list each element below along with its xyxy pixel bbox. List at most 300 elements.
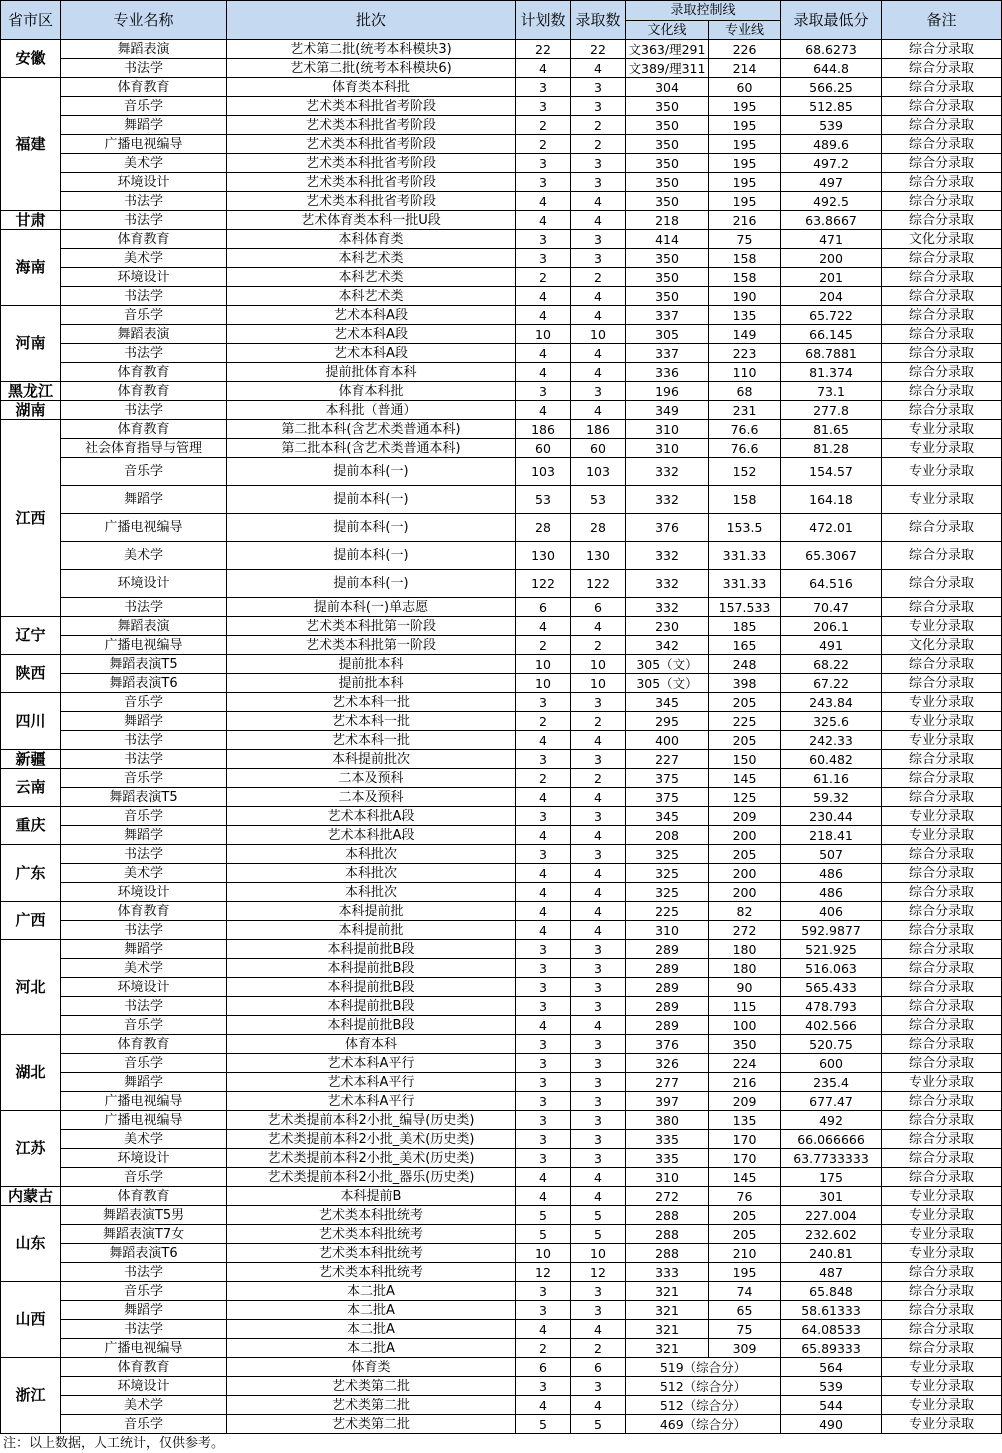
table-row [1, 542, 1002, 570]
remark-cell: 专业分录取 [882, 439, 1002, 458]
remark-cell: 综合分录取 [882, 173, 1002, 192]
admitted-cell: 3 [571, 807, 626, 826]
header-pro-line: 专业线 [709, 21, 781, 40]
pro-line-cell: 76.6 [709, 439, 781, 458]
remark-cell: 综合分录取 [882, 1320, 1002, 1339]
pro-line-cell: 152 [709, 458, 781, 486]
min-score-cell: 490 [781, 1415, 882, 1434]
culture-line-cell: 321 [626, 1339, 709, 1358]
admitted-cell: 4 [571, 1016, 626, 1035]
major-cell: 书法学 [61, 59, 227, 78]
batch-cell: 本科批次 [227, 883, 516, 902]
table-row [1, 570, 1002, 598]
culture-line-cell: 321 [626, 1282, 709, 1301]
plan-cell: 3 [516, 1149, 571, 1168]
remark-cell: 综合分录取 [882, 192, 1002, 211]
min-score-cell: 487 [781, 1263, 882, 1282]
pro-line-cell: 350 [709, 1035, 781, 1054]
admitted-cell: 186 [571, 420, 626, 439]
batch-cell: 提前本科(一) [227, 514, 516, 542]
admitted-cell: 3 [571, 1282, 626, 1301]
table-row [1, 940, 1002, 959]
pro-line-cell: 205 [709, 1206, 781, 1225]
plan-cell: 186 [516, 420, 571, 439]
culture-line-cell: 350 [626, 173, 709, 192]
plan-cell: 4 [516, 306, 571, 325]
min-score-cell: 492 [781, 1111, 882, 1130]
admitted-cell: 3 [571, 230, 626, 249]
plan-cell: 3 [516, 1111, 571, 1130]
plan-cell: 4 [516, 1187, 571, 1206]
min-score-cell: 60.482 [781, 750, 882, 769]
major-cell: 环境设计 [61, 1149, 227, 1168]
batch-cell: 艺术类提前本科2小批_美术(历史类) [227, 1130, 516, 1149]
province-cell: 云南 [1, 769, 61, 807]
remark-cell: 综合分录取 [882, 78, 1002, 97]
header-min-score: 录取最低分 [781, 1, 882, 40]
major-cell: 书法学 [61, 344, 227, 363]
culture-line-cell: 326 [626, 1054, 709, 1073]
admitted-cell: 4 [571, 1187, 626, 1206]
min-score-cell: 565.433 [781, 978, 882, 997]
table-row [1, 902, 1002, 921]
min-score-cell: 544 [781, 1396, 882, 1415]
pro-line-cell: 195 [709, 154, 781, 173]
remark-cell: 综合分录取 [882, 40, 1002, 59]
table-row [1, 192, 1002, 211]
plan-cell: 4 [516, 731, 571, 750]
table-row [1, 769, 1002, 788]
major-cell: 音乐学 [61, 807, 227, 826]
pro-line-cell: 205 [709, 845, 781, 864]
admitted-cell: 4 [571, 363, 626, 382]
admitted-cell: 4 [571, 1320, 626, 1339]
batch-cell: 提前本科(一) [227, 486, 516, 514]
pro-line-cell: 145 [709, 1168, 781, 1187]
admitted-cell: 4 [571, 401, 626, 420]
plan-cell: 10 [516, 325, 571, 344]
batch-cell: 艺术类提前本科2小批_编导(历史类) [227, 1111, 516, 1130]
min-score-cell: 204 [781, 287, 882, 306]
remark-cell: 综合分录取 [882, 921, 1002, 940]
admitted-cell: 4 [571, 59, 626, 78]
table-row [1, 731, 1002, 750]
batch-cell: 体育类 [227, 1358, 516, 1377]
major-cell: 舞蹈表演T6 [61, 674, 227, 693]
min-score-cell: 65.89333 [781, 1339, 882, 1358]
culture-line-cell: 375 [626, 769, 709, 788]
plan-cell: 2 [516, 712, 571, 731]
plan-cell: 10 [516, 674, 571, 693]
major-cell: 书法学 [61, 997, 227, 1016]
batch-cell: 本二批A [227, 1339, 516, 1358]
admitted-cell: 4 [571, 287, 626, 306]
plan-cell: 4 [516, 1320, 571, 1339]
major-cell: 美术学 [61, 1130, 227, 1149]
major-cell: 音乐学 [61, 1415, 227, 1434]
min-score-cell: 325.6 [781, 712, 882, 731]
major-cell: 书法学 [61, 1263, 227, 1282]
province-cell: 江西 [1, 420, 61, 617]
batch-cell: 艺术类本科批统考 [227, 1263, 516, 1282]
remark-cell: 综合分录取 [882, 655, 1002, 674]
culture-line-cell: 文389/理311 [626, 59, 709, 78]
min-score-cell: 243.84 [781, 693, 882, 712]
batch-cell: 本科提前批次 [227, 750, 516, 769]
pro-line-cell: 149 [709, 325, 781, 344]
remark-cell: 综合分录取 [882, 788, 1002, 807]
admitted-cell: 3 [571, 1073, 626, 1092]
remark-cell: 综合分录取 [882, 306, 1002, 325]
major-cell: 体育教育 [61, 1035, 227, 1054]
table-row [1, 1092, 1002, 1111]
admitted-cell: 2 [571, 1339, 626, 1358]
admitted-cell: 4 [571, 192, 626, 211]
admitted-cell: 5 [571, 1225, 626, 1244]
remark-cell: 综合分录取 [882, 363, 1002, 382]
table-row [1, 401, 1002, 420]
batch-cell: 本科提前批B段 [227, 1016, 516, 1035]
min-score-cell: 58.61333 [781, 1301, 882, 1320]
min-score-cell: 486 [781, 883, 882, 902]
plan-cell: 130 [516, 542, 571, 570]
table-row [1, 959, 1002, 978]
batch-cell: 体育本科 [227, 1035, 516, 1054]
province-cell: 陕西 [1, 655, 61, 693]
culture-line-cell: 350 [626, 116, 709, 135]
pro-line-cell: 135 [709, 306, 781, 325]
major-cell: 环境设计 [61, 570, 227, 598]
major-cell: 舞蹈表演T7女 [61, 1225, 227, 1244]
min-score-cell: 70.47 [781, 598, 882, 617]
remark-cell: 专业分录取 [882, 486, 1002, 514]
admitted-cell: 2 [571, 116, 626, 135]
pro-line-cell: 65 [709, 1301, 781, 1320]
major-cell: 书法学 [61, 598, 227, 617]
plan-cell: 3 [516, 997, 571, 1016]
culture-line-cell: 350 [626, 97, 709, 116]
major-cell: 舞蹈学 [61, 116, 227, 135]
pro-line-cell: 185 [709, 617, 781, 636]
table-row [1, 1054, 1002, 1073]
table-row [1, 439, 1002, 458]
pro-line-cell: 195 [709, 135, 781, 154]
major-cell: 广播电视编导 [61, 1339, 227, 1358]
major-cell: 环境设计 [61, 1377, 227, 1396]
province-cell: 湖北 [1, 1035, 61, 1111]
remark-cell: 综合分录取 [882, 845, 1002, 864]
pro-line-cell: 195 [709, 173, 781, 192]
culture-line-cell: 288 [626, 1206, 709, 1225]
batch-cell: 提前本科(一) [227, 570, 516, 598]
remark-cell: 综合分录取 [882, 401, 1002, 420]
batch-cell: 艺术类本科批省考阶段 [227, 173, 516, 192]
province-cell: 福建 [1, 78, 61, 211]
min-score-cell: 301 [781, 1187, 882, 1206]
min-score-cell: 64.516 [781, 570, 882, 598]
table-row [1, 788, 1002, 807]
major-cell: 体育教育 [61, 382, 227, 401]
remark-cell: 综合分录取 [882, 1111, 1002, 1130]
plan-cell: 3 [516, 249, 571, 268]
admitted-cell: 4 [571, 731, 626, 750]
pro-line-cell: 226 [709, 40, 781, 59]
admitted-cell: 4 [571, 826, 626, 845]
min-score-cell: 61.16 [781, 769, 882, 788]
plan-cell: 2 [516, 769, 571, 788]
major-cell: 舞蹈学 [61, 1073, 227, 1092]
major-cell: 舞蹈表演 [61, 617, 227, 636]
admitted-cell: 3 [571, 750, 626, 769]
pro-line-cell: 331.33 [709, 570, 781, 598]
remark-cell: 专业分录取 [882, 1396, 1002, 1415]
major-cell: 舞蹈学 [61, 1301, 227, 1320]
culture-line-cell: 345 [626, 693, 709, 712]
admitted-cell: 3 [571, 382, 626, 401]
major-cell: 书法学 [61, 1320, 227, 1339]
plan-cell: 3 [516, 1035, 571, 1054]
table-row [1, 1320, 1002, 1339]
plan-cell: 3 [516, 97, 571, 116]
batch-cell: 本科提前批B段 [227, 959, 516, 978]
admitted-cell: 10 [571, 655, 626, 674]
table-row [1, 655, 1002, 674]
min-score-cell: 497.2 [781, 154, 882, 173]
culture-line-cell: 289 [626, 978, 709, 997]
culture-line-cell: 336 [626, 363, 709, 382]
table-row [1, 750, 1002, 769]
remark-cell: 专业分录取 [882, 712, 1002, 731]
admitted-cell: 3 [571, 1092, 626, 1111]
min-score-cell: 471 [781, 230, 882, 249]
remark-cell: 综合分录取 [882, 959, 1002, 978]
culture-line-cell: 350 [626, 268, 709, 287]
batch-cell: 第二批本科(含艺术类普通本科) [227, 439, 516, 458]
remark-cell: 专业分录取 [882, 1225, 1002, 1244]
min-score-cell: 521.925 [781, 940, 882, 959]
table-row [1, 1206, 1002, 1225]
culture-line-cell: 208 [626, 826, 709, 845]
plan-cell: 4 [516, 211, 571, 230]
culture-line-cell: 350 [626, 287, 709, 306]
table-row [1, 807, 1002, 826]
admitted-cell: 3 [571, 1111, 626, 1130]
min-score-cell: 592.9877 [781, 921, 882, 940]
batch-cell: 艺术本科一批 [227, 731, 516, 750]
batch-cell: 提前本科(一)单志愿 [227, 598, 516, 617]
table-row [1, 997, 1002, 1016]
culture-line-cell: 350 [626, 135, 709, 154]
batch-cell: 本科提前批B段 [227, 978, 516, 997]
province-cell: 湖南 [1, 401, 61, 420]
major-cell: 广播电视编导 [61, 514, 227, 542]
min-score-cell: 600 [781, 1054, 882, 1073]
remark-cell: 综合分录取 [882, 1168, 1002, 1187]
remark-cell: 综合分录取 [882, 997, 1002, 1016]
table-row [1, 617, 1002, 636]
major-cell: 体育教育 [61, 230, 227, 249]
table-row [1, 1377, 1002, 1396]
remark-cell: 综合分录取 [882, 1263, 1002, 1282]
batch-cell: 本二批A [227, 1301, 516, 1320]
pro-line-cell: 157.533 [709, 598, 781, 617]
pro-line-cell: 76 [709, 1187, 781, 1206]
pro-line-cell: 110 [709, 363, 781, 382]
min-score-cell: 200 [781, 249, 882, 268]
min-score-cell: 520.75 [781, 1035, 882, 1054]
plan-cell: 3 [516, 1377, 571, 1396]
table-row [1, 1282, 1002, 1301]
pro-line-cell: 90 [709, 978, 781, 997]
min-score-cell: 164.18 [781, 486, 882, 514]
pro-line-cell: 165 [709, 636, 781, 655]
min-score-cell: 242.33 [781, 731, 882, 750]
table-row [1, 1073, 1002, 1092]
pro-line-cell: 195 [709, 1263, 781, 1282]
footnote: 注：以上数据，人工统计，仅供参考。 [3, 1436, 225, 1451]
remark-cell: 综合分录取 [882, 674, 1002, 693]
pro-line-cell: 205 [709, 693, 781, 712]
remark-cell: 综合分录取 [882, 97, 1002, 116]
province-cell: 辽宁 [1, 617, 61, 655]
plan-cell: 4 [516, 864, 571, 883]
table-row [1, 458, 1002, 486]
plan-cell: 4 [516, 1016, 571, 1035]
province-cell: 江苏 [1, 1111, 61, 1187]
culture-line-cell: 335 [626, 1130, 709, 1149]
admitted-cell: 3 [571, 173, 626, 192]
min-score-cell: 65.722 [781, 306, 882, 325]
remark-cell: 文化分录取 [882, 636, 1002, 655]
table-row [1, 211, 1002, 230]
plan-cell: 4 [516, 192, 571, 211]
culture-line-cell: 400 [626, 731, 709, 750]
table-row [1, 712, 1002, 731]
culture-line-cell: 345 [626, 807, 709, 826]
min-score-cell: 81.65 [781, 420, 882, 439]
culture-line-cell: 333 [626, 1263, 709, 1282]
table-row [1, 1187, 1002, 1206]
pro-line-cell: 153.5 [709, 514, 781, 542]
major-cell: 体育教育 [61, 1187, 227, 1206]
province-cell: 广东 [1, 845, 61, 902]
table-row [1, 173, 1002, 192]
pro-line-cell: 216 [709, 1073, 781, 1092]
culture-line-cell: 230 [626, 617, 709, 636]
major-cell: 舞蹈表演T6 [61, 1244, 227, 1263]
min-score-cell: 491 [781, 636, 882, 655]
plan-cell: 5 [516, 1206, 571, 1225]
culture-line-cell: 310 [626, 439, 709, 458]
culture-line-cell: 304 [626, 78, 709, 97]
admitted-cell: 3 [571, 78, 626, 97]
major-cell: 美术学 [61, 249, 227, 268]
control-line-cell: 469（综合分） [626, 1415, 781, 1434]
remark-cell: 综合分录取 [882, 287, 1002, 306]
major-cell: 舞蹈学 [61, 712, 227, 731]
major-cell: 舞蹈学 [61, 826, 227, 845]
plan-cell: 53 [516, 486, 571, 514]
province-cell: 浙江 [1, 1358, 61, 1434]
culture-line-cell: 376 [626, 514, 709, 542]
table-row [1, 382, 1002, 401]
pro-line-cell: 170 [709, 1149, 781, 1168]
plan-cell: 3 [516, 1092, 571, 1111]
remark-cell: 专业分录取 [882, 458, 1002, 486]
admitted-cell: 103 [571, 458, 626, 486]
pro-line-cell: 195 [709, 97, 781, 116]
major-cell: 体育教育 [61, 902, 227, 921]
table-row [1, 598, 1002, 617]
plan-cell: 6 [516, 598, 571, 617]
remark-cell: 综合分录取 [882, 382, 1002, 401]
min-score-cell: 235.4 [781, 1073, 882, 1092]
culture-line-cell: 272 [626, 1187, 709, 1206]
plan-cell: 4 [516, 883, 571, 902]
plan-cell: 3 [516, 750, 571, 769]
major-cell: 书法学 [61, 211, 227, 230]
plan-cell: 3 [516, 1130, 571, 1149]
culture-line-cell: 321 [626, 1301, 709, 1320]
batch-cell: 艺术类第二批 [227, 1396, 516, 1415]
plan-cell: 3 [516, 230, 571, 249]
admitted-cell: 10 [571, 1244, 626, 1263]
pro-line-cell: 135 [709, 1111, 781, 1130]
remark-cell: 综合分录取 [882, 570, 1002, 598]
remark-cell: 综合分录取 [882, 1054, 1002, 1073]
min-score-cell: 63.8667 [781, 211, 882, 230]
culture-line-cell: 325 [626, 845, 709, 864]
batch-cell: 艺术类本科批统考 [227, 1225, 516, 1244]
pro-line-cell: 76.6 [709, 420, 781, 439]
province-cell: 河北 [1, 940, 61, 1035]
table-row [1, 1244, 1002, 1263]
major-cell: 书法学 [61, 287, 227, 306]
header-remark: 备注 [882, 1, 1002, 40]
admitted-cell: 3 [571, 997, 626, 1016]
culture-line-cell: 305 [626, 325, 709, 344]
remark-cell: 综合分录取 [882, 902, 1002, 921]
major-cell: 环境设计 [61, 173, 227, 192]
plan-cell: 3 [516, 959, 571, 978]
admitted-cell: 10 [571, 674, 626, 693]
pro-line-cell: 398 [709, 674, 781, 693]
table-row [1, 154, 1002, 173]
table-row [1, 59, 1002, 78]
plan-cell: 4 [516, 363, 571, 382]
remark-cell: 专业分录取 [882, 731, 1002, 750]
major-cell: 体育教育 [61, 1358, 227, 1377]
province-cell: 新疆 [1, 750, 61, 769]
admitted-cell: 3 [571, 1301, 626, 1320]
table-row [1, 344, 1002, 363]
plan-cell: 4 [516, 401, 571, 420]
major-cell: 音乐学 [61, 1168, 227, 1187]
min-score-cell: 539 [781, 1377, 882, 1396]
plan-cell: 60 [516, 439, 571, 458]
admitted-cell: 3 [571, 940, 626, 959]
table-row [1, 845, 1002, 864]
batch-cell: 本科提前批 [227, 921, 516, 940]
table-row [1, 230, 1002, 249]
culture-line-cell: 295 [626, 712, 709, 731]
table-row [1, 883, 1002, 902]
batch-cell: 艺术本科A平行 [227, 1092, 516, 1111]
culture-line-cell: 310 [626, 420, 709, 439]
min-score-cell: 66.066666 [781, 1130, 882, 1149]
min-score-cell: 154.57 [781, 458, 882, 486]
min-score-cell: 240.81 [781, 1244, 882, 1263]
